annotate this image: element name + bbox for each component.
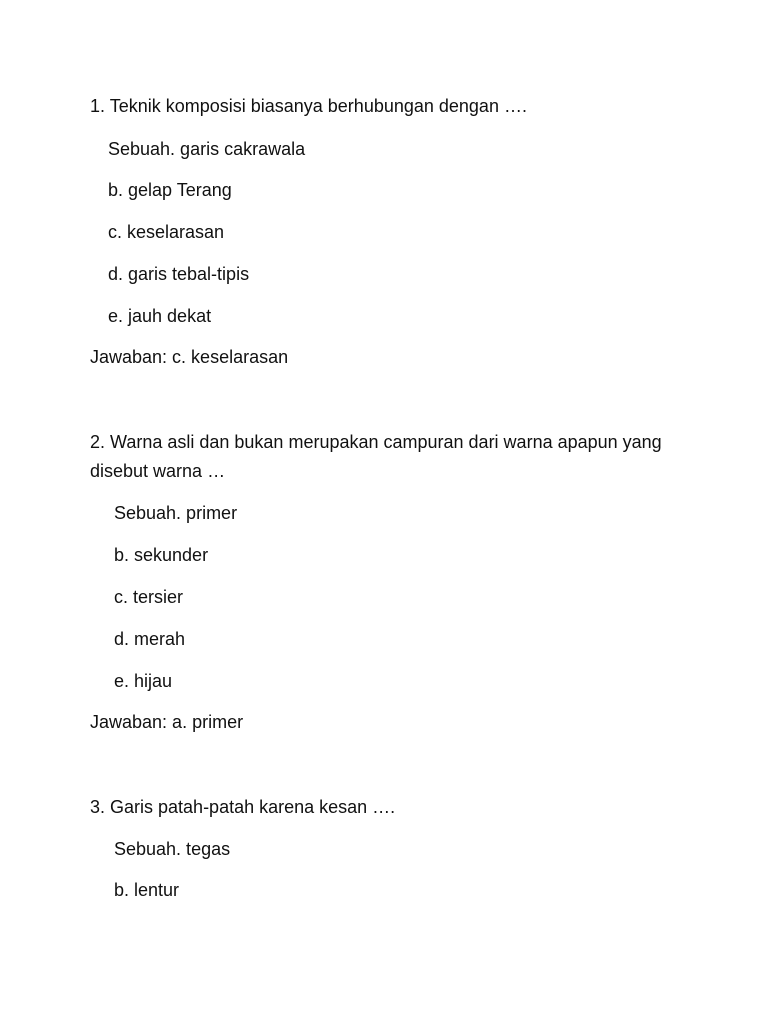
question-1-option-b: b. gelap Terang bbox=[108, 180, 232, 200]
question-2-option-c: c. tersier bbox=[114, 587, 184, 607]
question-2-text-line-2: disebut warna … bbox=[90, 461, 226, 481]
question-1-option-e: e. jauh dekat bbox=[108, 306, 212, 326]
question-1-answer: Jawaban: c. keselarasan bbox=[90, 347, 289, 367]
question-1-option-d: d. garis tebal-tipis bbox=[108, 264, 250, 284]
question-2-option-b: b. sekunder bbox=[114, 545, 209, 565]
question-2-option-e: e. hijau bbox=[114, 671, 173, 691]
question-1-option-a: Sebuah. garis cakrawala bbox=[108, 139, 306, 159]
question-1-text: 1. Teknik komposisi biasanya berhubungan dengan …. bbox=[90, 96, 527, 116]
question-1-option-c: c. keselarasan bbox=[108, 222, 225, 242]
question-2-answer: Jawaban: a. primer bbox=[90, 712, 244, 732]
question-3-option-b: b. lentur bbox=[114, 880, 180, 900]
question-2-text-line-1: 2. Warna asli dan bukan merupakan campuran dari warna apapun yang bbox=[90, 432, 662, 452]
question-3-option-a: Sebuah. tegas bbox=[114, 839, 231, 859]
question-2-option-a: Sebuah. primer bbox=[114, 503, 238, 523]
question-3-text: 3. Garis patah-patah karena kesan …. bbox=[90, 797, 396, 817]
question-2-option-d: d. merah bbox=[114, 629, 186, 649]
